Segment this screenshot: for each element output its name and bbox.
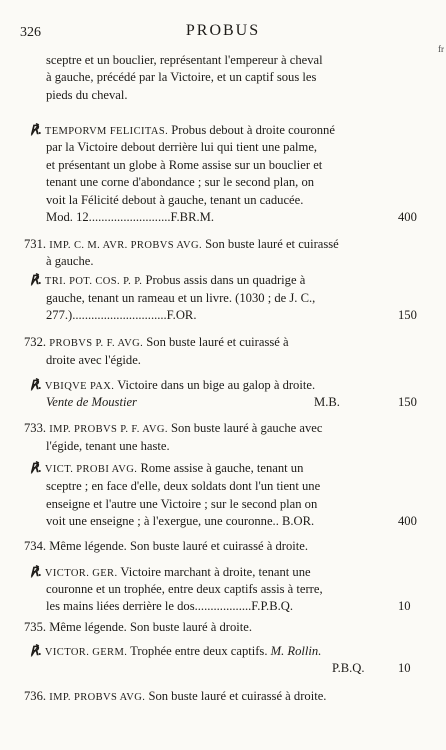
sale-reference: Vente de Moustier <box>46 395 137 409</box>
text-line: 277.)..............................F.OR. <box>46 308 197 322</box>
coin-legend: IMP. PROBVS AVG. <box>49 692 146 703</box>
coin-legend: IMP. C. M. AVR. PROBVS AVG. <box>49 240 203 251</box>
entry-number: 735. <box>24 620 47 634</box>
grade-code: P.B.Q. <box>332 661 365 675</box>
coin-legend: TRI. POT. COS. P. P. <box>44 276 143 287</box>
coin-legend: IMP. PROBVS P. F. AVG. <box>49 424 168 435</box>
text-line: Rome assise à gauche, tenant un <box>140 461 304 475</box>
entry-number: 732. <box>24 335 47 349</box>
text-line: à gauche, précédé par la Victoire, et un captif sous les <box>46 70 317 84</box>
reverse-mark: ℟. <box>30 461 42 475</box>
text-line: Son buste lauré à gauche avec <box>171 421 323 435</box>
collector-name: M. Rollin. <box>270 644 322 658</box>
price-value: 10 <box>398 661 411 675</box>
text-line: Même légende. Son buste lauré à droite. <box>49 620 253 634</box>
price-value: 10 <box>398 599 411 613</box>
text-line: Son buste lauré et cuirassé <box>205 237 339 251</box>
text-line: Mod. 12..........................F.BR.M. <box>46 210 214 224</box>
entry-number: 733. <box>24 421 47 435</box>
text-line: par la Victoire debout derrière lui qui tient une palme, <box>46 140 318 154</box>
text-line: Probus debout à droite couronné <box>171 123 335 137</box>
text-line: Trophée entre deux captifs. <box>130 644 268 658</box>
text-line: enseigne et l'autre une Victoire ; sur le second plan on <box>46 497 318 511</box>
coin-legend: TEMPORVM FELICITAS. <box>44 126 169 137</box>
text-line: Son buste lauré et cuirassé à droite. <box>148 689 327 703</box>
margin-mark: fr <box>438 44 444 54</box>
coin-legend: PROBVS P. F. AVG. <box>49 338 144 349</box>
text-line: à gauche. <box>46 254 94 268</box>
text-line: gauche, tenant un rameau et un livre. (1030 ; de J. C., <box>46 291 316 305</box>
text-line: Probus assis dans un quadrige à <box>145 273 306 287</box>
text-line: sceptre et un bouclier, représentant l'empereur à cheval <box>46 53 323 67</box>
text-line: droite avec l'égide. <box>46 353 141 367</box>
entry-number: 731. <box>24 237 47 251</box>
reverse-mark: ℟. <box>30 378 42 392</box>
coin-legend: VICTOR. GERM. <box>44 647 128 658</box>
coin-legend: VICT. PROBI AVG. <box>44 464 138 475</box>
text-line: voit la Félicité debout à gauche, tenant un caducée. <box>46 193 304 207</box>
text-line: l'égide, tenant une haste. <box>46 439 170 453</box>
text-line: Son buste lauré et cuirassé à <box>146 335 289 349</box>
entry-number: 734. <box>24 539 47 553</box>
text-line: sceptre ; en face d'elle, deux soldats dont l'un tient une <box>46 479 321 493</box>
text-line: pieds du cheval. <box>46 88 128 102</box>
running-title: PROBUS <box>185 22 261 39</box>
page-number: 326 <box>20 25 41 40</box>
text-line: Victoire dans un bige au galop à droite. <box>117 378 316 392</box>
price-value: 400 <box>398 210 417 224</box>
price-value: 150 <box>398 395 417 409</box>
price-value: 400 <box>398 514 417 528</box>
reverse-mark: ℟. <box>30 644 42 658</box>
reverse-mark: ℟. <box>30 123 42 137</box>
text-line: voit une enseigne ; à l'exergue, une couronne.. B.OR. <box>46 514 315 528</box>
coin-legend: VICTOR. GER. <box>44 568 118 579</box>
text-line: Même légende. Son buste lauré et cuirassé à droite. <box>49 539 308 553</box>
text-line: tenant une corne d'abondance ; sur le second plan, on <box>46 175 315 189</box>
reverse-mark: ℟. <box>30 565 42 579</box>
grade-code: M.B. <box>314 395 340 409</box>
coin-legend: VBIQVE PAX. <box>44 381 115 392</box>
entry-number: 736. <box>24 689 47 703</box>
text-line: couronne et un trophée, entre deux captifs assis à terre, <box>46 582 323 596</box>
price-value: 150 <box>398 308 417 322</box>
reverse-mark: ℟. <box>30 273 42 287</box>
page-header <box>0 22 446 54</box>
text-line: et présentant un globe à Rome assise sur un bouclier et <box>46 158 323 172</box>
text-line: les mains liées derrière le dos..................F.P.B.Q. <box>46 599 293 613</box>
text-line: Victoire marchant à droite, tenant une <box>120 565 311 579</box>
